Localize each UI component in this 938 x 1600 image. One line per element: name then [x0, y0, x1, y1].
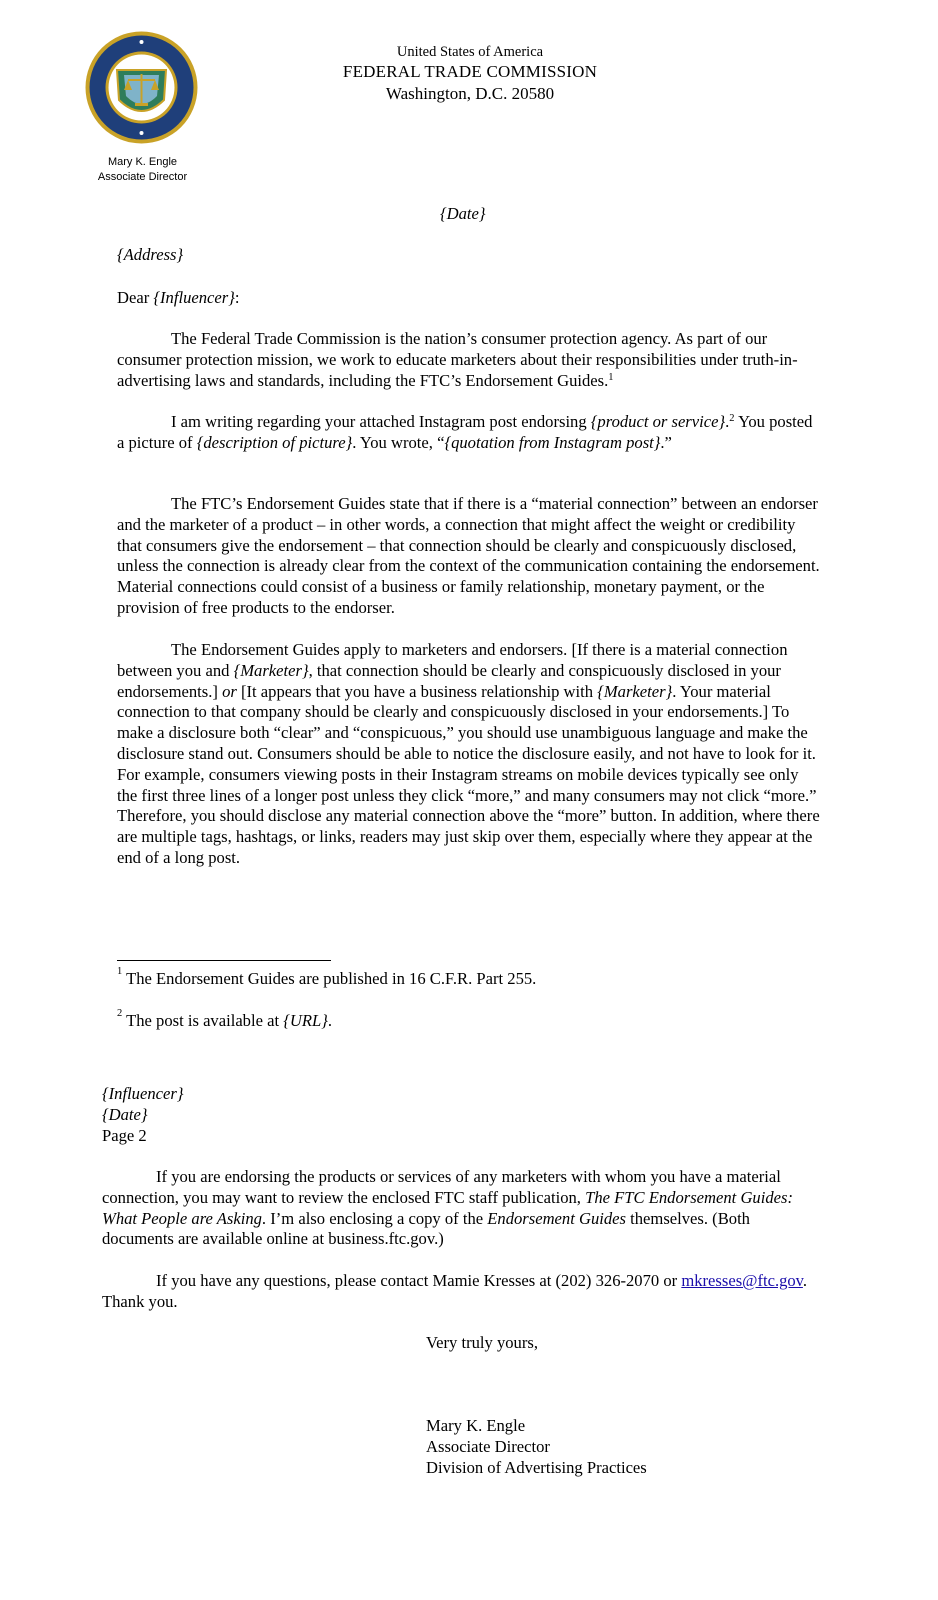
- page2-header-name: {Influencer}: [102, 1084, 184, 1103]
- header-agency: FEDERAL TRADE COMMISSION: [342, 62, 598, 81]
- sender-name: Mary K. Engle: [107, 156, 178, 168]
- header-country: United States of America: [396, 44, 544, 60]
- footnote-1: $^1$ The Endorsement Guides are published in 16 C.F.R. Part 255.: [117, 966, 537, 988]
- closing: Very truly yours,: [426, 1333, 538, 1352]
- signature-name: Mary K. Engle: [426, 1416, 526, 1435]
- salutation: Dear {Influencer}:: [117, 288, 240, 307]
- paragraph-1: The Federal Trade Commission is the nation’s consumer protection agency. As part of our consumer protection mission, we work to educate marketers about their responsibilities under truth-in-advertising laws and standards, including the FTC’s Endorsement Guides.$^1$: [117, 329, 798, 390]
- page2-paragraph-1: If you are endorsing the products or services of any marketers with whom you have a material connection, you may want to review the enclosed FTC staff publication, The FTC Endorsement Guides: What People are Asking. I’m also enclosing a copy of the Endorsement Guides themselves. (Both documents are available online at business.ftc.gov.): [102, 1167, 793, 1249]
- signature-title: Associate Director: [426, 1437, 550, 1456]
- email-link[interactable]: mkresses@ftc.gov: [681, 1271, 803, 1290]
- paragraph-2: I am writing regarding your attached Instagram post endorsing {product or service}.$^2$ You posted a picture of {description of picture}. You wrote, “{quotation from Instagram post}.”: [117, 412, 813, 452]
- sender-title: Associate Director: [97, 171, 188, 183]
- paragraph-3: The FTC’s Endorsement Guides state that if there is a “material connection” between an endorser and the marketer of a product – in other words, a connection that might affect the weight or credibility that consumers give the endorsement – that connection should be clearly and conspicuously disclosed, unless the connection is already clear from the context of the communication containing the endorsement. Material connections could consist of a business or family relationship, monetary payment, or the provision of free products to the endorser.: [117, 494, 820, 617]
- footnote-ref-1: 1: [608, 371, 614, 383]
- letter-address: {Address}: [117, 245, 184, 264]
- letter-date: {Date}: [440, 204, 486, 223]
- page2-header-date: {Date}: [102, 1105, 148, 1124]
- ftc-seal-logo: [84, 30, 199, 145]
- footnote-2: $^2$ The post is available at {URL}.: [117, 1008, 333, 1030]
- footnote-divider: [117, 960, 331, 961]
- page2-header-page: Page 2: [102, 1126, 147, 1145]
- signature-division: Division of Advertising Practices: [426, 1458, 647, 1477]
- footnote-ref-2: 2: [729, 413, 735, 424]
- header-city: Washington, D.C. 20580: [385, 84, 555, 103]
- paragraph-4: The Endorsement Guides apply to marketers and endorsers. [If there is a material connection between you and {Marketer}, that connection should be clearly and conspicuously disclosed in your endorsements.] or [It appears that you have a business relationship with {Marketer}. Your material connection to that company should be clearly and conspicuously disclosed in your endorsements.] To make a disclosure both “clear” and “conspicuous,” you should use unambiguous language and make the disclosure stand out. Consumers should be able to notice the disclosure easily, and not have to look for it. For example, consumers viewing posts in their Instagram streams on mobile devices typically see only the first three lines of a longer post unless they click “more,” and many consumers may not click “more.” Therefore, you should disclose any material connection above the “more” button. In addition, where there are multiple tags, hashtags, or links, readers may just skip over them, especially where they appear at the end of a long post.: [117, 640, 820, 867]
- page2-paragraph-2: If you have any questions, please contact Mamie Kresses at (202) 326-2070 or mkresses@ftc.gov. Thank you.: [102, 1271, 808, 1311]
